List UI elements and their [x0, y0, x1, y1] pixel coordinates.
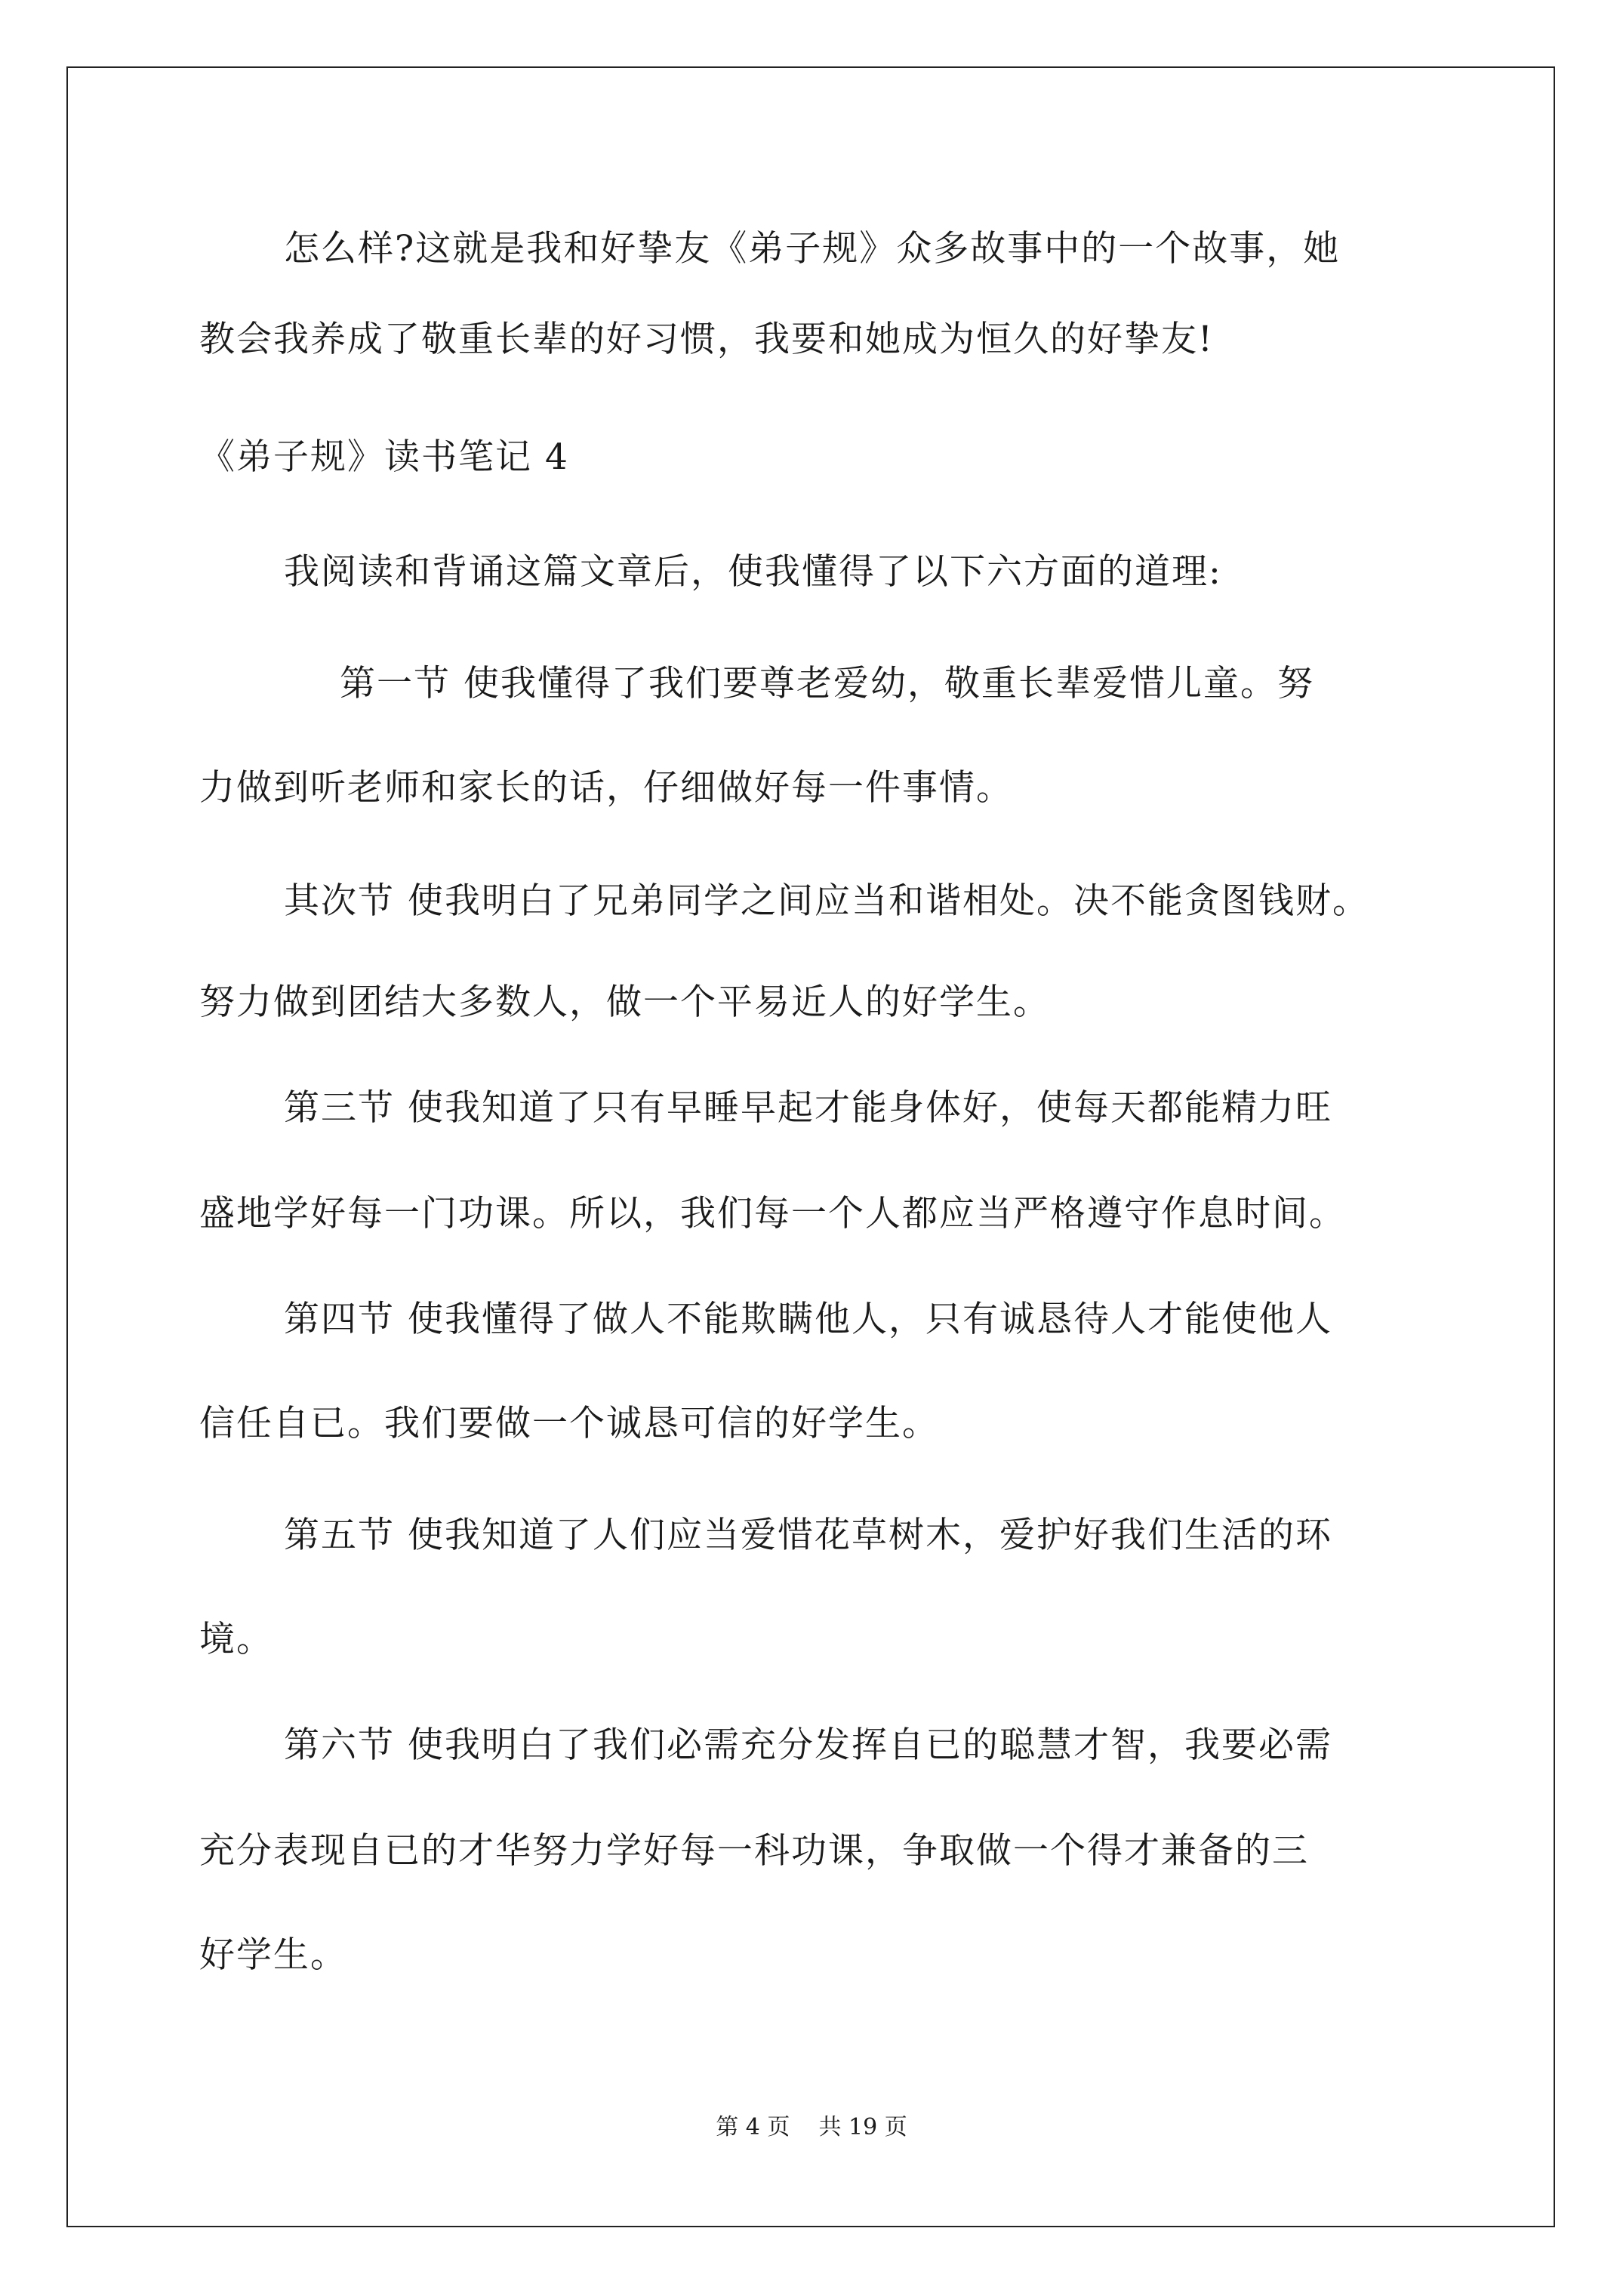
body-line: 充分表现自已的才华努力学好每一科功课，争取做一个得才兼备的三	[199, 1830, 1309, 1872]
body-line: 第五节 使我知道了人们应当爱惜花草树木，爱护好我们生活的环	[284, 1515, 1332, 1556]
page-number-footer: 第 4 页 共 19 页	[716, 2114, 907, 2140]
page-border	[66, 66, 1555, 2227]
section-heading: 《弟子规》读书笔记 4	[199, 436, 569, 478]
body-line: 第三节 使我知道了只有早睡早起才能身体好，使每天都能精力旺	[284, 1087, 1332, 1129]
body-line: 我阅读和背诵这篇文章后，使我懂得了以下六方面的道理:	[284, 551, 1222, 593]
body-line: 怎么样?这就是我和好挚友《弟子规》众多故事中的一个故事，她	[284, 228, 1341, 270]
body-line: 第四节 使我懂得了做人不能欺瞒他人，只有诚恳待人才能使他人	[284, 1299, 1332, 1340]
body-line: 力做到听老师和家长的话，仔细做好每一件事情。	[199, 767, 1013, 809]
body-line: 其次节 使我明白了兄弟同学之间应当和谐相处。决不能贪图钱财。	[284, 880, 1369, 922]
body-line: 第六节 使我明白了我们必需充分发挥自已的聪慧才智，我要必需	[284, 1724, 1332, 1766]
body-line: 信任自已。我们要做一个诚恳可信的好学生。	[199, 1403, 939, 1444]
body-line: 好学生。	[199, 1934, 347, 1976]
body-line: 教会我养成了敬重长辈的好习惯，我要和她成为恒久的好挚友!	[199, 319, 1214, 360]
body-line: 境。	[199, 1619, 273, 1660]
body-line: 第一节 使我懂得了我们要尊老爱幼，敬重长辈爱惜儿童。努	[340, 663, 1314, 704]
body-line: 盛地学好每一门功课。所以，我们每一个人都应当严格遵守作息时间。	[199, 1193, 1346, 1234]
body-line: 努力做到团结大多数人，做一个平易近人的好学生。	[199, 982, 1050, 1023]
